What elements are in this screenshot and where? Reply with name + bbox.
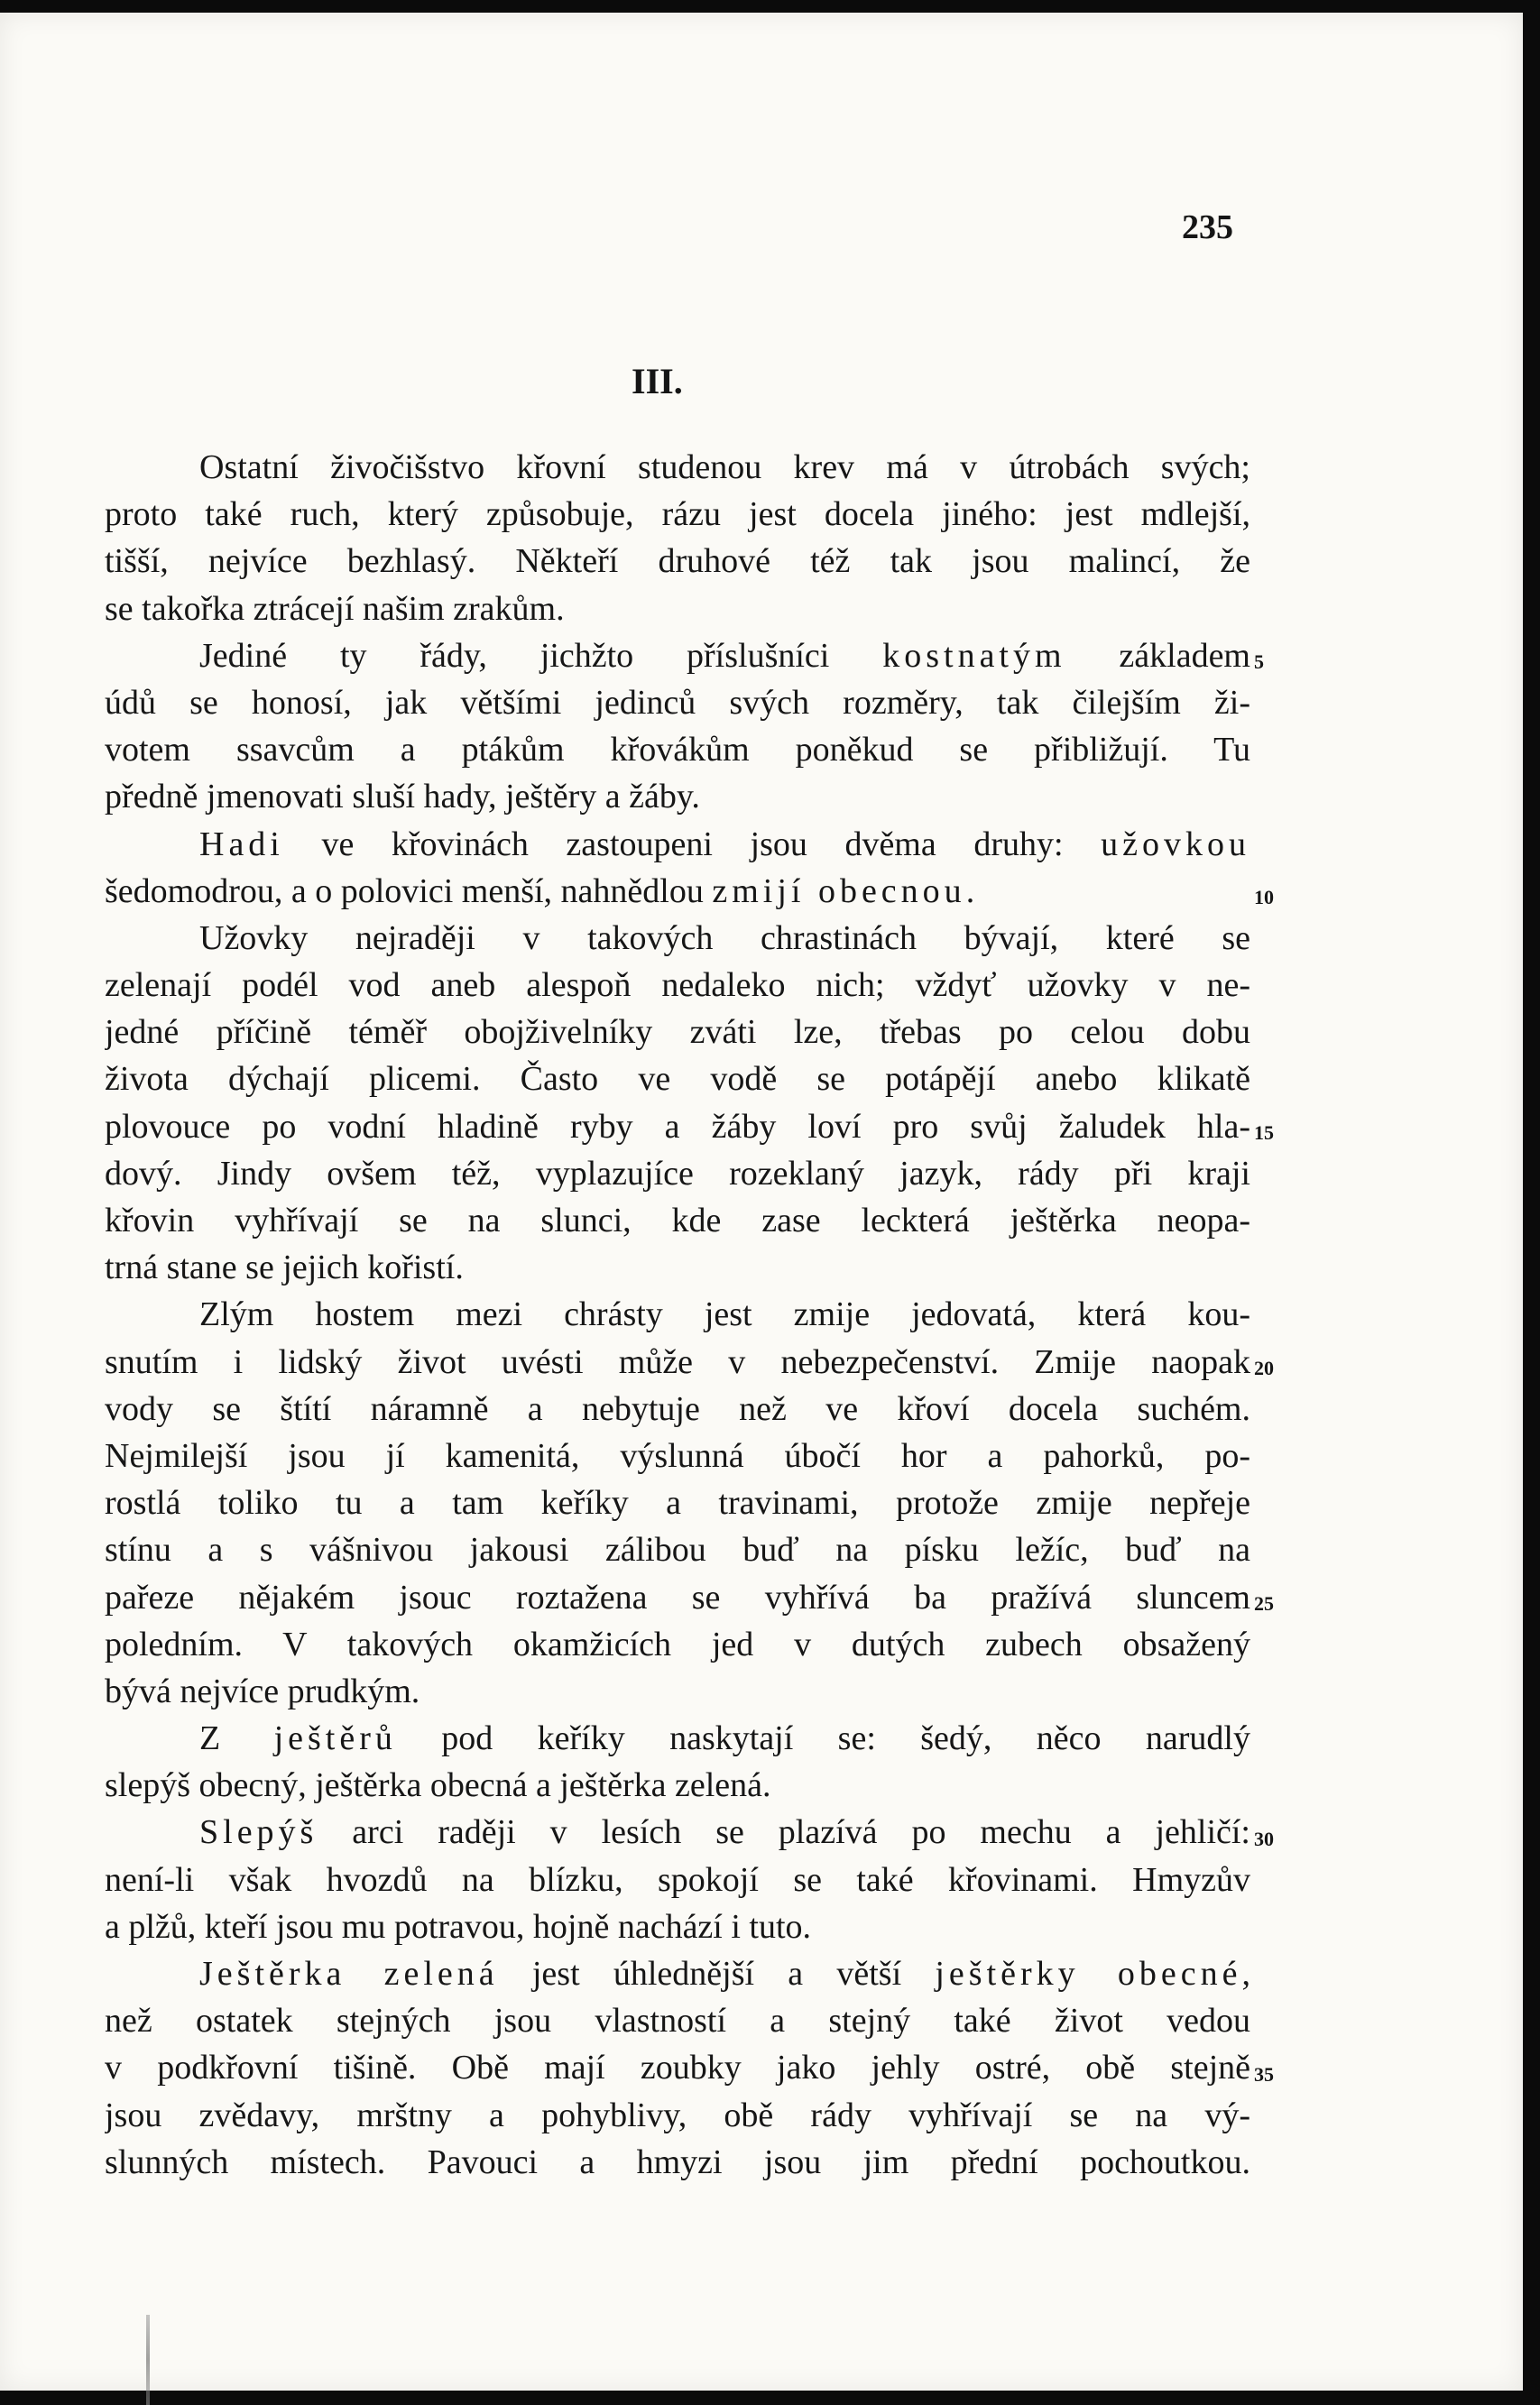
text-line: snutím i lidský život uvésti může v nebezpečenství. Zmije naopak	[105, 1342, 1250, 1381]
spaced-term: ještěrky obecné	[935, 1955, 1242, 1993]
text-line: slepýš obecný, ještěrka obecná a ještěrka zelená.	[105, 1766, 771, 1805]
text-line: údů se honosí, jak většími jedinců svých rozměry, tak čilejším ži-	[105, 683, 1250, 722]
line-number-35: 35	[1254, 2063, 1274, 2086]
section-heading: III.	[632, 361, 683, 401]
text-line: předně jmenovati sluší hady, ještěry a žáby.	[105, 778, 700, 816]
text-line: slunných místech. Pavouci a hmyzi jsou jim přední pochoutkou.	[105, 2142, 1250, 2181]
text-line: Slepýš arci raději v lesích se plazívá po mechu a jehličí:	[199, 1813, 1250, 1852]
text-line: než ostatek stejných jsou vlastností a stejný také život vedou	[105, 2002, 1250, 2041]
spaced-term: Z ještěrů	[199, 1719, 397, 1758]
text-line: Z ještěrů pod keříky naskytají se: šedý, něco narudlý	[199, 1719, 1250, 1758]
text-line: života dýchají plicemi. Často ve vodě se potápějí anebo klikatě	[105, 1060, 1250, 1099]
text-line: proto také ruch, který způsobuje, rázu jest docela jiného: jest mdlejší,	[105, 495, 1250, 534]
page-number: 235	[1182, 208, 1233, 246]
text-line: a plžů, kteří jsou mu potravou, hojně nachází i tuto.	[105, 1907, 812, 1946]
spaced-term: Hadi	[199, 825, 284, 863]
text-line: votem ssavcům a ptákům křovákům poněkud se přibližují. Tu	[105, 731, 1250, 769]
line-number-5: 5	[1254, 650, 1264, 673]
text-line: Ještěrka zelená jest úhlednější a větší ještěrky obecné,	[199, 1955, 1250, 1993]
text-line: Jediné ty řády, jichžto příslušníci kostnatým základem	[199, 636, 1250, 675]
text-line: křovin vyhřívají se na slunci, kde zase leckterá ještěrka neopa-	[105, 1202, 1250, 1239]
text-line: pařeze nějakém jsouc roztažena se vyhřívá ba pražívá sluncem	[105, 1578, 1250, 1617]
text-line: Nejmilejší jsou jí kamenitá, výslunná úbočí hor a pahorků, po-	[105, 1436, 1250, 1475]
text-line: poledním. V takových okamžicích jed v dutých zubech obsažený	[105, 1625, 1250, 1663]
text-line: jedné příčině téměř obojživelníky zváti lze, třebas po celou dobu	[105, 1013, 1250, 1052]
line-number-20: 20	[1254, 1357, 1274, 1379]
line-number-15: 15	[1254, 1121, 1274, 1144]
text-line: zelenají podél vod aneb alespoň nedaleko nich; vždyť užovky v ne-	[105, 966, 1250, 1005]
text-line: jsou zvědavy, mrštny a pohyblivy, obě rády vyhřívají se na vý-	[105, 2096, 1250, 2134]
text-line: šedomodrou, a o polovici menší, nahnědlou zmijí obecnou.	[105, 871, 975, 910]
body-text	[105, 444, 1250, 2186]
text-line: není-li však hvozdů na blízku, spokojí se také křovinami. Hmyzův	[105, 1860, 1250, 1899]
spaced-term: zmijí obecnou	[712, 871, 966, 910]
text-line: vody se štítí náramně a nebytuje než ve křoví docela suchém.	[105, 1389, 1250, 1428]
spaced-term: užovkou	[1101, 825, 1250, 863]
line-number-30: 30	[1254, 1828, 1274, 1850]
text-line: Hadi ve křovinách zastoupeni jsou dvěma druhy: užovkou	[199, 825, 1250, 863]
line-number-25: 25	[1254, 1592, 1274, 1615]
text-line: bývá nejvíce prudkým.	[105, 1672, 420, 1710]
text-line: trná stane se jejich kořistí.	[105, 1249, 464, 1287]
scan-artifact	[146, 2315, 150, 2405]
line-number-10: 10	[1254, 886, 1274, 908]
text-line: stínu a s vášnivou jakousi zálibou buď na písku ležíc, buď na	[105, 1531, 1250, 1570]
text-line: Ostatní živočišstvo křovní studenou krev má v útrobách svých;	[199, 448, 1250, 486]
text-line: rostlá toliko tu a tam keříky a travinami, protože zmije nepřeje	[105, 1484, 1250, 1523]
text-line: se takořka ztrácejí našim zrakům.	[105, 589, 565, 628]
text-line: plovouce po vodní hladině ryby a žáby loví pro svůj žaludek hla-	[105, 1107, 1250, 1146]
spaced-term: Slepýš	[199, 1813, 318, 1852]
spaced-term: Ještěrka zelená	[199, 1955, 499, 1993]
spaced-term: kostnatým	[882, 636, 1066, 675]
book-page	[0, 13, 1523, 2391]
text-line: Zlým hostem mezi chrásty jest zmije jedovatá, která kou-	[199, 1295, 1250, 1334]
text-line: dový. Jindy ovšem též, vyplazujíce rozeklaný jazyk, rády při kraji	[105, 1154, 1250, 1193]
text-line: Užovky nejraději v takových chrastinách bývají, které se	[199, 918, 1250, 957]
text-line: v podkřovní tišině. Obě mají zoubky jako jehly ostré, obě stejně	[105, 2049, 1250, 2087]
text-line: tišší, nejvíce bezhlasý. Někteří druhové též tak jsou malincí, že	[105, 542, 1250, 581]
